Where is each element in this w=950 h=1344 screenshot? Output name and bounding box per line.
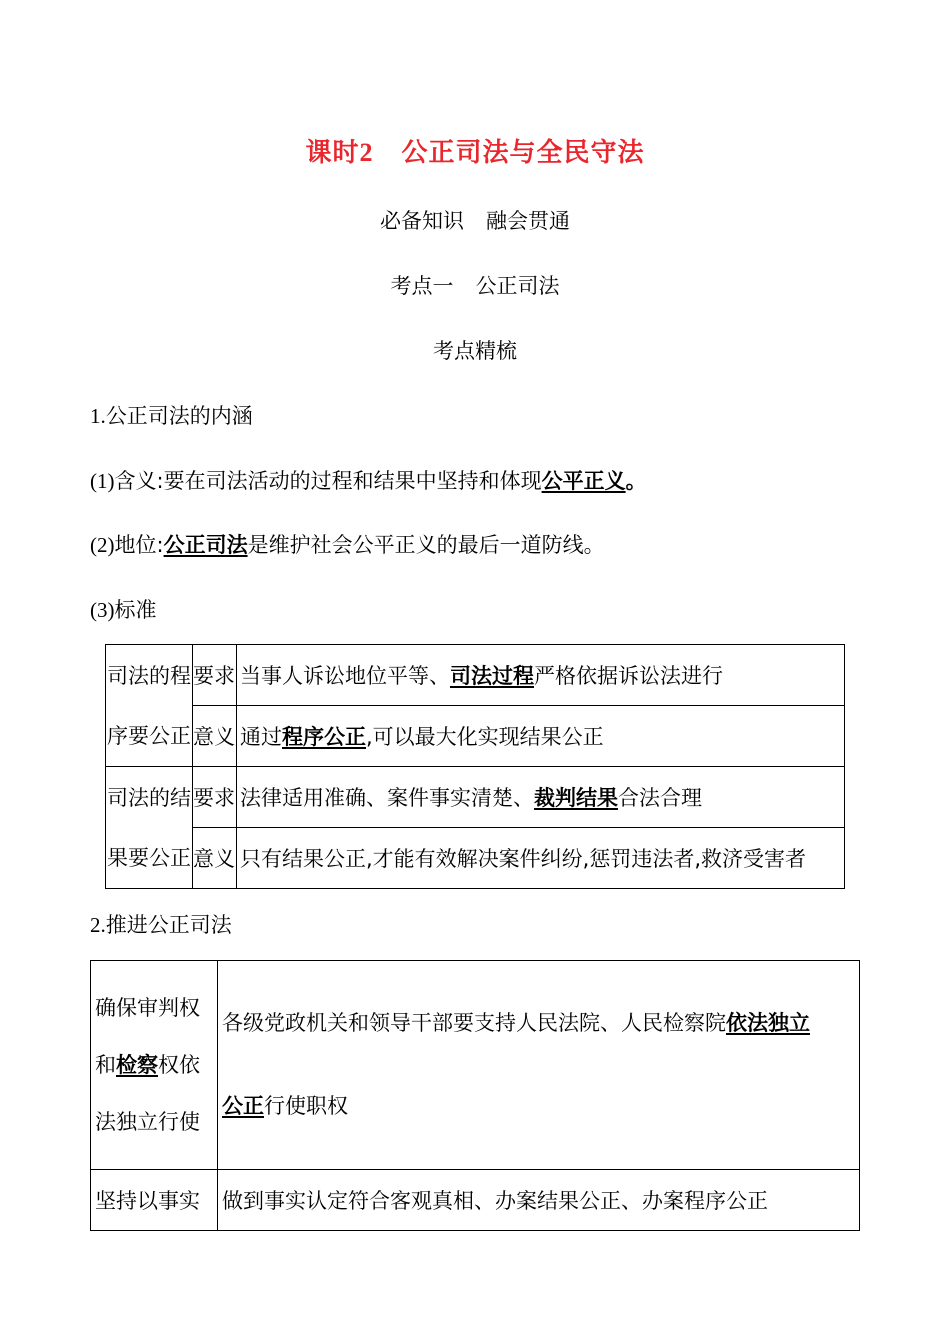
- item-1-text: 公正司法的内涵: [105, 404, 253, 428]
- independence-content-keyword-1: 依法独立: [726, 1011, 810, 1035]
- topic-heading: [0, 270, 950, 300]
- item-1-number: 1.: [90, 404, 106, 428]
- independence-label-line-2: [95, 1052, 217, 1077]
- item-2-text: 推进公正司法: [105, 913, 232, 937]
- meaning-keyword: 公平正义: [541, 469, 626, 493]
- subheading: 考点精梳: [433, 339, 517, 363]
- status-paragraph: [90, 529, 605, 559]
- section-heading: [0, 205, 950, 235]
- process-req-suffix: 严格依据诉讼法进行: [534, 664, 723, 688]
- process-req-prefix: 当事人诉讼地位平等、: [240, 664, 450, 688]
- table-row: [106, 767, 845, 828]
- item-1-heading: [90, 400, 253, 430]
- lesson-title-main: 公正司法与全民守法: [401, 138, 645, 168]
- promotion-table: [90, 960, 860, 1231]
- standard-heading: [90, 594, 157, 624]
- process-sig-content: [237, 706, 845, 767]
- meaning-paragraph: [90, 465, 647, 495]
- result-req-label: 要求: [193, 767, 237, 828]
- independence-label-line-1: 确保审判权: [95, 995, 200, 1020]
- topic-heading-right: 公正司法: [475, 274, 560, 298]
- independence-label-line-3: 法独立行使: [95, 1109, 200, 1134]
- result-req-prefix: 法律适用准确、案件事实清楚、: [240, 786, 534, 810]
- status-text: 是维护社会公平正义的最后一道防线。: [247, 533, 605, 557]
- lesson-title-prefix: 课时: [305, 138, 360, 168]
- item-2-number: 2.: [90, 913, 106, 937]
- result-sig-label: 意义: [193, 828, 237, 889]
- independence-content-keyword-2: 公正: [222, 1094, 264, 1118]
- table-row: [106, 706, 845, 767]
- independence-label-cell: [91, 961, 218, 1170]
- table-row: [106, 828, 845, 889]
- standard-text: 标准: [114, 598, 157, 622]
- meaning-number: (1): [90, 469, 115, 493]
- section-heading-right: 融会贯通: [486, 209, 570, 233]
- result-label-line-2: 果要公正: [107, 845, 191, 870]
- table-row: [106, 645, 845, 706]
- facts-content-cell: 做到事实认定符合客观真相、办案结果公正、办案程序公正: [218, 1170, 860, 1231]
- lesson-number: 2: [359, 138, 374, 167]
- independence-content-line-1: [222, 1013, 857, 1034]
- process-sig-prefix: 通过: [240, 725, 282, 749]
- process-label-cell: [106, 645, 193, 767]
- result-req-keyword: 裁判结果: [534, 786, 618, 810]
- table-row: [91, 961, 860, 1170]
- independence-content-cell: [218, 961, 860, 1170]
- topic-heading-left: 考点一: [390, 274, 454, 298]
- result-label-cell: [106, 767, 193, 889]
- result-req-suffix: 合法合理: [618, 786, 702, 810]
- independence-content-suffix: 行使职权: [264, 1094, 348, 1118]
- process-sig-suffix: ,可以最大化实现结果公正: [366, 725, 604, 749]
- standard-number: (3): [90, 598, 115, 622]
- table-row: [91, 1170, 860, 1231]
- lesson-title: [0, 132, 950, 169]
- meaning-suffix: 。: [625, 469, 647, 493]
- independence-label-keyword: 检察: [116, 1052, 158, 1077]
- process-label-line-1: 司法的程: [107, 663, 191, 688]
- status-prefix: 地位:: [114, 533, 164, 557]
- status-keyword: 公正司法: [163, 533, 248, 557]
- result-label-line-1: 司法的结: [107, 785, 191, 810]
- facts-label-cell: 坚持以事实: [91, 1170, 218, 1231]
- process-req-content: [237, 645, 845, 706]
- independence-label-line-2-suffix: 权依: [158, 1052, 200, 1077]
- process-sig-keyword: 程序公正: [282, 725, 366, 749]
- item-2-heading: [90, 909, 232, 939]
- result-sig-content: 只有结果公正,才能有效解决案件纠纷,惩罚违法者,救济受害者: [237, 828, 845, 889]
- status-number: (2): [90, 533, 115, 557]
- standards-table: [105, 644, 845, 889]
- independence-content-line-2: [222, 1096, 857, 1117]
- process-label-line-2: 序要公正: [107, 723, 191, 748]
- result-req-content: [237, 767, 845, 828]
- independence-label-line-2-prefix: 和: [95, 1052, 116, 1077]
- section-heading-left: 必备知识: [380, 209, 464, 233]
- process-sig-label: 意义: [193, 706, 237, 767]
- process-req-label: 要求: [193, 645, 237, 706]
- meaning-text: 含义:要在司法活动的过程和结果中坚持和体现: [114, 469, 542, 493]
- process-req-keyword: 司法过程: [450, 664, 534, 688]
- independence-content-prefix: 各级党政机关和领导干部要支持人民法院、人民检察院: [222, 1011, 726, 1035]
